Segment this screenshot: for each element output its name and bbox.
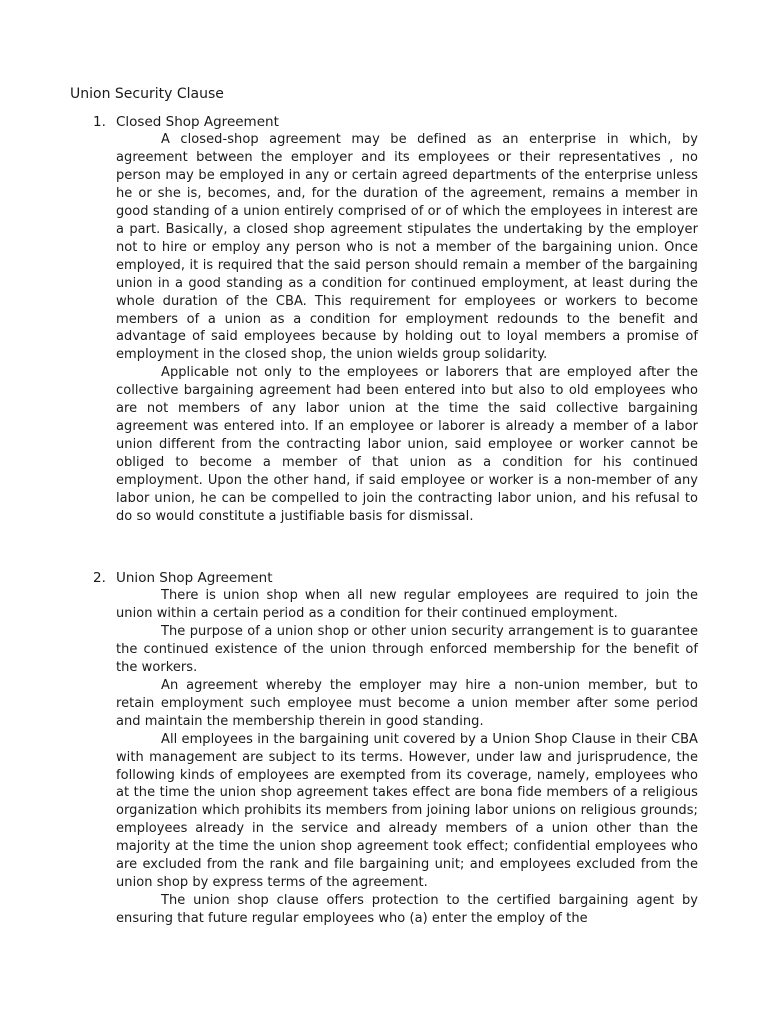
paragraph: An agreement whereby the employer may hire a non-union member, but to retain employment such employee must become a union member after some period and maintain the membership therein in good standing. xyxy=(116,677,698,729)
paragraph: There is union shop when all new regular employees are required to join the union within a certain period as a condition for their continued employment. xyxy=(116,588,698,621)
paragraph: A closed-shop agreement may be defined as an enterprise in which, by agreement between the employer and its employees or their representatives , no person may be employed in any or certain agreed departments of the enterprise unless he or she is, becomes, and, for the duration of the agreement, remains a member in good standing of a union entirely comprised of or of which the employees in interest are a part. Basically, a closed shop agreement stipulates the undertaking by the employer not to hire or employ any person who is not a member of the bargaining union. Once employed, it is required that the said person should remain a member of the bargaining union in a good standing as a condition for continued employment, at least during the whole duration of the CBA. This requirement for employees or workers to become members of a union as a condition for employment redounds to the benefit and advantage of said employees because by holding out to loyal members a promise of employment in the closed shop, the union wields group solidarity. xyxy=(116,132,698,363)
paragraph: Applicable not only to the employees or laborers that are employed after the collective bargaining agreement had been entered into but also to old employees who are not members of any labor union at the time the said collective bargaining agreement was entered into. If an employee or laborer is already a member of a labor union different from the contracting labor union, said employee or worker cannot be obliged to become a member of that union as a condition for his continued employment. Upon the other hand, if said employee or worker is a non-member of any labor union, he can be compelled to join the contracting labor union, and his refusal to do so would constitute a justifiable basis for dismissal. xyxy=(116,365,698,525)
document-title: Union Security Clause xyxy=(70,86,224,102)
section-number: 1. xyxy=(93,114,106,130)
section-heading xyxy=(93,570,698,587)
section-title: Union Shop Agreement xyxy=(116,570,273,586)
section-heading xyxy=(93,114,698,131)
paragraph: All employees in the bargaining unit covered by a Union Shop Clause in their CBA with management are subject to its terms. However, under law and jurisprudence, the following kinds of employees are exempted from its coverage, namely, employees who at the time the union shop agreement takes effect are bona fide members of a religious organization which prohibits its members from joining labor unions on religious grounds; employees already in the service and already members of a union other than the majority at the time the union shop agreement took effect; confidential employees who are excluded from the rank and file bargaining unit; and employees excluded from the union shop by express terms of the agreement. xyxy=(116,731,698,891)
section-closed-shop xyxy=(93,114,698,526)
section-union-shop xyxy=(93,570,698,928)
section-number: 2. xyxy=(93,570,106,586)
paragraph: The purpose of a union shop or other union security arrangement is to guarantee the continued existence of the union through enforced membership for the benefit of the workers. xyxy=(116,623,698,675)
section-title: Closed Shop Agreement xyxy=(116,114,279,130)
paragraph: The union shop clause offers protection to the certified bargaining agent by ensuring that future regular employees who (a) enter the employ of the xyxy=(116,893,698,927)
